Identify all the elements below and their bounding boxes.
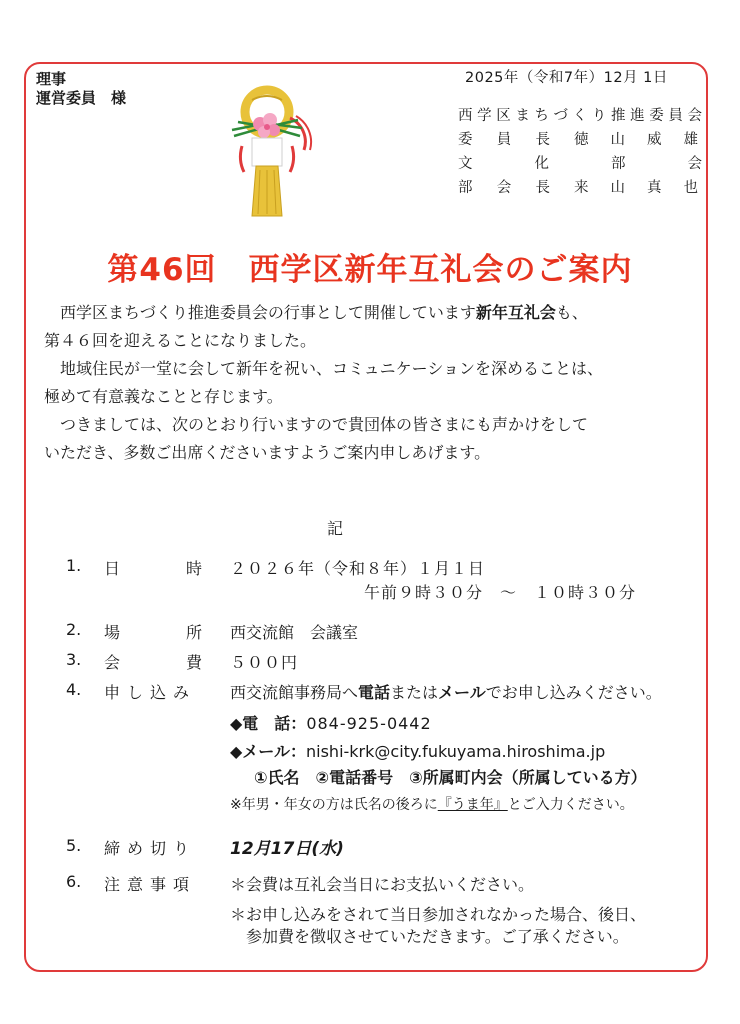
item-2-number: 2. [66,620,82,639]
item-2-value: 西交流館 会議室 [230,623,359,642]
mail-label: ◆メール： [230,742,306,761]
issue-date: 2025年（令和7年）12月 1日 [465,70,668,86]
sender-block [458,104,702,200]
item-4-value: 西交流館事務局へ電話またはメールでお申し込みください。 [230,683,662,702]
notice-2a: ＊お申し込みをされて当日参加されなかった場合、後日、 [230,905,647,924]
notice-2b: 参加費を徴収させていただきます。ご了承ください。 [246,927,629,946]
item-4-label: 申し込み [104,683,197,702]
sender-dept: 文化部会 [458,156,702,172]
item-3-label-b: 費 [186,653,203,672]
addressee [36,70,126,108]
body-line: いただき、多数ご出席くださいますようご案内申しあげます。 [44,443,491,462]
body-line: 地域住民が一堂に会して新年を祝い、コミュニケーションを深めることは、 [44,359,604,378]
item-3-label-a: 会 [104,653,121,672]
mail-emphasis: メール [438,683,486,702]
ki-heading: 記 [327,519,344,538]
item-3-number: 3. [66,650,82,669]
mail-address[interactable]: nishi-krk@city.fukuyama.hiroshima.jp [306,742,606,761]
item-6-number: 6. [66,872,82,891]
body-paragraphs [44,299,684,467]
phone-emphasis: 電話 [358,683,391,702]
zodiac-note: ※年男・年女の方は氏名の後ろに『うま年』とご入力ください。 [230,797,634,813]
event-name-emphasis: 新年互礼会 [475,303,556,322]
item-2-label-b: 所 [186,623,203,642]
phone-number: 084-925-0442 [306,714,432,733]
item-5-number: 5. [66,836,82,855]
item-1-number: 1. [66,556,82,575]
body-line: 第４６回を迎えることになりました。 [44,331,317,350]
sender-chair-name: 徳山威雄 [574,132,698,148]
item-2-label-a: 場 [104,623,121,642]
addressee-line1: 理事 [36,70,67,88]
document-title: 第46回 西学区新年互礼会のご案内 [107,252,633,288]
sender-org: 西学区まちづくり推進委員会 [458,108,702,124]
body-line: つきましては、次のとおり行いますので貴団体の皆さまにも声かけをして [44,415,589,434]
sender-chair [458,128,702,152]
phone-label: ◆電 話： [230,714,307,733]
body-line: 極めて有意義なことと存じます。 [44,387,283,406]
item-1-label-a: 日 [104,559,121,578]
item-6-label: 注意事項 [104,875,197,894]
phone-line [230,711,432,734]
sender-dept-head [458,176,702,200]
item-4-number: 4. [66,680,82,699]
item-1-label-b: 時 [186,559,203,578]
item-5-label: 締め切り [104,839,197,858]
sender-dept-head-role: 部会長 [458,180,550,196]
addressee-line2: 運営委員 様 [36,89,127,107]
notice-1: ＊会費は互礼会当日にお支払いください。 [230,875,535,894]
sender-dept-head-name: 来山真也 [574,180,698,196]
sender-chair-role: 委員長 [458,132,550,148]
deadline-value: 12月17日(水) [230,839,344,859]
shimekazari-decoration-icon [212,80,322,220]
required-fields: ①氏名 ②電話番号 ③所属町内会（所属している方） [254,768,647,787]
mail-line [230,739,605,762]
zodiac-note-keyword: 『うま年』 [437,797,508,813]
item-1-value2: 午前９時３０分 ～ １０時３０分 [364,583,637,602]
body-line: 西学区まちづくり推進委員会の行事として開催しています新年互礼会も、 [44,303,588,322]
item-3-value: ５００円 [230,653,299,672]
item-1-value: ２０２６年（令和８年）１月１日 [230,559,486,578]
